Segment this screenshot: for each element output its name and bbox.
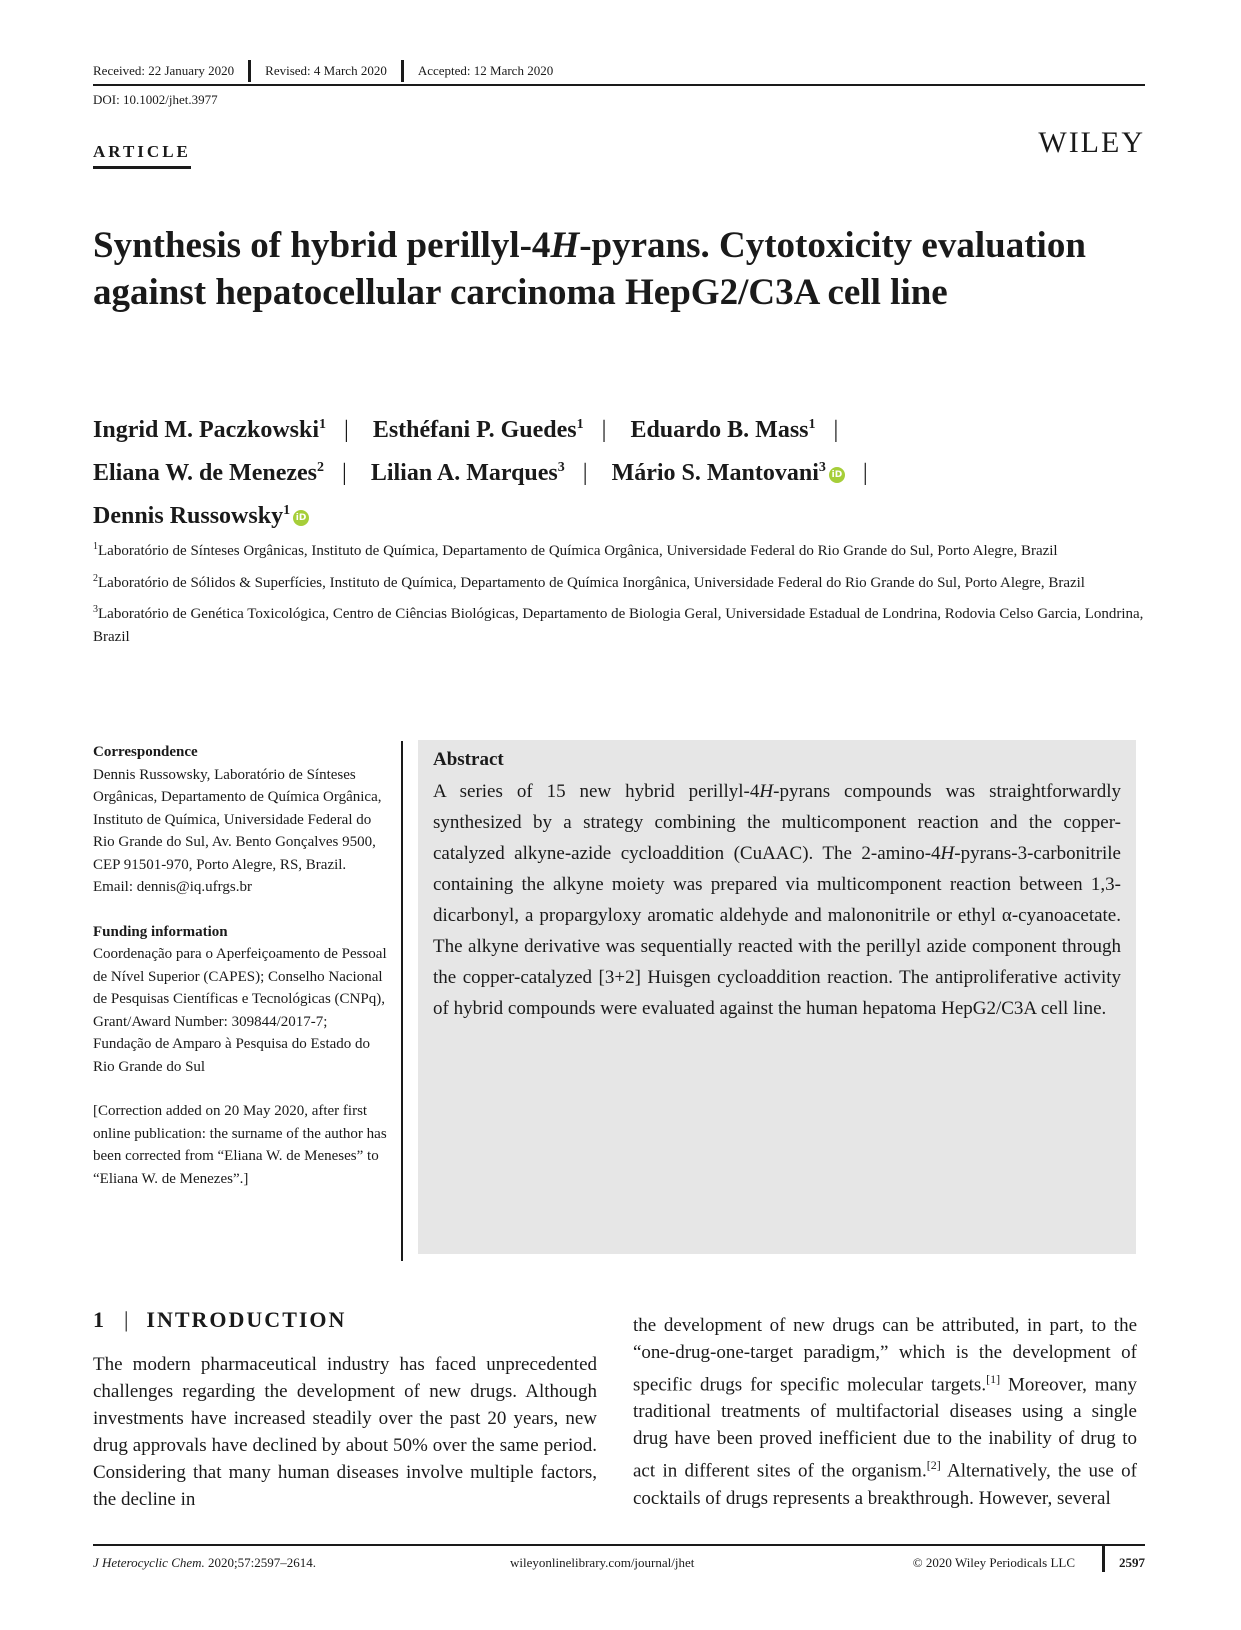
paper-title: Synthesis of hybrid perillyl-4H-pyrans. Cytotoxicity evaluation against hepatocellular carcinoma HepG2/C3A cell line (93, 225, 1086, 313)
history-dates (93, 60, 1145, 86)
page-footer (93, 1544, 1145, 1570)
journal-citation: J Heterocyclic Chem. 2020;57:2597–2614. (93, 1555, 317, 1570)
correspondence-email[interactable]: Email: dennis@iq.ufrgs.br (93, 879, 252, 895)
correspondence-heading: Correspondence (93, 744, 198, 760)
correspondence-body: Dennis Russowsky, Laboratório de Sínteses Orgânicas, Departamento de Química Orgânica, Instituto de Química, Universidade Federal do Rio Grande do Sul, Av. Bento Gonçalves 9500, CEP 91501-970, Porto Alegre, RS, Brazil. (93, 766, 382, 873)
author[interactable]: Mário S. Mantovani$^3$ iD (612, 460, 845, 486)
author-list: Ingrid M. Paczkowski$^1$ | Esthéfani P. Guedes$^1$ | Eduardo B. Mass$^1$ | Eliana W. de Menezes$^2$ | Lilian A. Marques$^3$ | Mário S. Mantovani$^3$ iD | Dennis Russowsky$^1$ iD (93, 417, 868, 529)
abstract-heading: Abstract (433, 749, 504, 770)
intro-paragraph: The modern pharmaceutical industry has faced unprecedented challenges regarding the development of new drugs. Although investments have increased steadily over the past 20 years, new drug approvals have declined by about 50% over the same period. Considering that many human diseases involve multiple factors, the decline in (93, 1354, 597, 1510)
affiliation: $^1$Laboratório de Sínteses Orgânicas, Instituto de Química, Departamento de Química Orgânica, Universidade Federal do Rio Grande do Sul, Porto Alegre, Brazil (93, 541, 1058, 559)
doi[interactable]: DOI: 10.1002/jhet.3977 (93, 92, 218, 107)
abstract-box (418, 740, 1136, 1254)
orcid-icon[interactable]: iD (829, 467, 845, 483)
orcid-icon[interactable]: iD (293, 510, 309, 526)
copyright: © 2020 Wiley Periodicals LLC (912, 1555, 1075, 1570)
correction-note: [Correction added on 20 May 2020, after first online publication: the surname of the author has been corrected from “Eliana W. de Meneses” to “Eliana W. de Menezes”.] (93, 1103, 387, 1187)
affiliation: $^2$Laboratório de Sólidos & Superfícies, Instituto de Química, Departamento de Química Inorgânica, Universidade Federal do Rio Grande do Sul, Porto Alegre, Brazil (93, 572, 1085, 591)
publisher-logo: WILEY (1038, 126, 1145, 159)
intro-paragraph-continued: the development of new drugs can be attributed, in part, to the “one-drug-one-target paradigm,” which is the development of specific drugs for specific molecular targets.[1] Moreover, many traditional treatments of multifactorial diseases using a single drug have been proved inefficient due to the inability of drug to act in different sites of the organism.[2] Alternatively, the use of cocktails of drugs represents a breakthrough. However, several (633, 1315, 1138, 1509)
author[interactable]: Ingrid M. Paczkowski$^1$ (93, 417, 327, 443)
accepted-date: Accepted: 12 March 2020 (401, 60, 567, 82)
author[interactable]: Lilian A. Marques$^3$ (370, 460, 565, 486)
author[interactable]: Dennis Russowsky$^1$ iD (93, 503, 309, 529)
author[interactable]: Eliana W. de Menezes$^2$ (93, 460, 325, 486)
intro-left-column (93, 1306, 597, 1513)
correspondence-block (93, 741, 389, 899)
sidebar-info (93, 741, 403, 1261)
journal-url[interactable]: wileyonlinelibrary.com/journal/jhet (510, 1555, 695, 1570)
funding-block (93, 921, 389, 1079)
abstract-text: A series of 15 new hybrid perillyl-4H-pyrans compounds was straightforwardly synthesized by a strategy combining the multicomponent reaction and the copper-catalyzed alkyne-azide cycloaddition (CuAAC). The 2-amino-4H-pyrans-3-carbonitrile containing the alkyne moiety was prepared via multicomponent reaction between 1,3-dicarbonyl, a propargyloxy aromatic aldehyde and malononitrile or ethyl α-cyanoacetate. The alkyne derivative was sequentially reacted with the perillyl azide component through the copper-catalyzed [3+2] Huisgen cycloaddition reaction. The antiproliferative activity of hybrid compounds were evaluated against the human hepatoma HepG2/C3A cell line. (433, 781, 1121, 1019)
section-heading: 1 | INTRODUCTION (93, 1307, 347, 1332)
received-date: Received: 22 January 2020 (93, 63, 235, 78)
author[interactable]: Eduardo B. Mass$^1$ (630, 417, 816, 443)
reference-link[interactable]: [1] (986, 1372, 1001, 1386)
author[interactable]: Esthéfani P. Guedes$^1$ (372, 417, 584, 443)
funding-body: Coordenação para o Aperfeiçoamento de Pessoal de Nível Superior (CAPES); Conselho Nacional de Pesquisas Científicas e Tecnológicas (CNPq), Grant/Award Number: 309844/2017-7; Fundação de Amparo à Pesquisa do Estado do Rio Grande do Sul (93, 946, 387, 1075)
affiliations (93, 536, 1153, 653)
page-number: 2597 (1102, 1546, 1145, 1572)
funding-heading: Funding information (93, 923, 228, 940)
affiliation: $^3$Laboratório de Genética Toxicológica, Centro de Ciências Biológicas, Departamento de Biologia Geral, Universidade Estadual de Londrina, Rodovia Celso Garcia, Londrina, Brazil (93, 604, 1144, 645)
article-type-label: ARTICLE (93, 142, 191, 169)
reference-link[interactable]: [2] (926, 1458, 941, 1473)
revised-date: Revised: 4 March 2020 (248, 60, 401, 82)
intro-right-column (633, 1312, 1137, 1512)
